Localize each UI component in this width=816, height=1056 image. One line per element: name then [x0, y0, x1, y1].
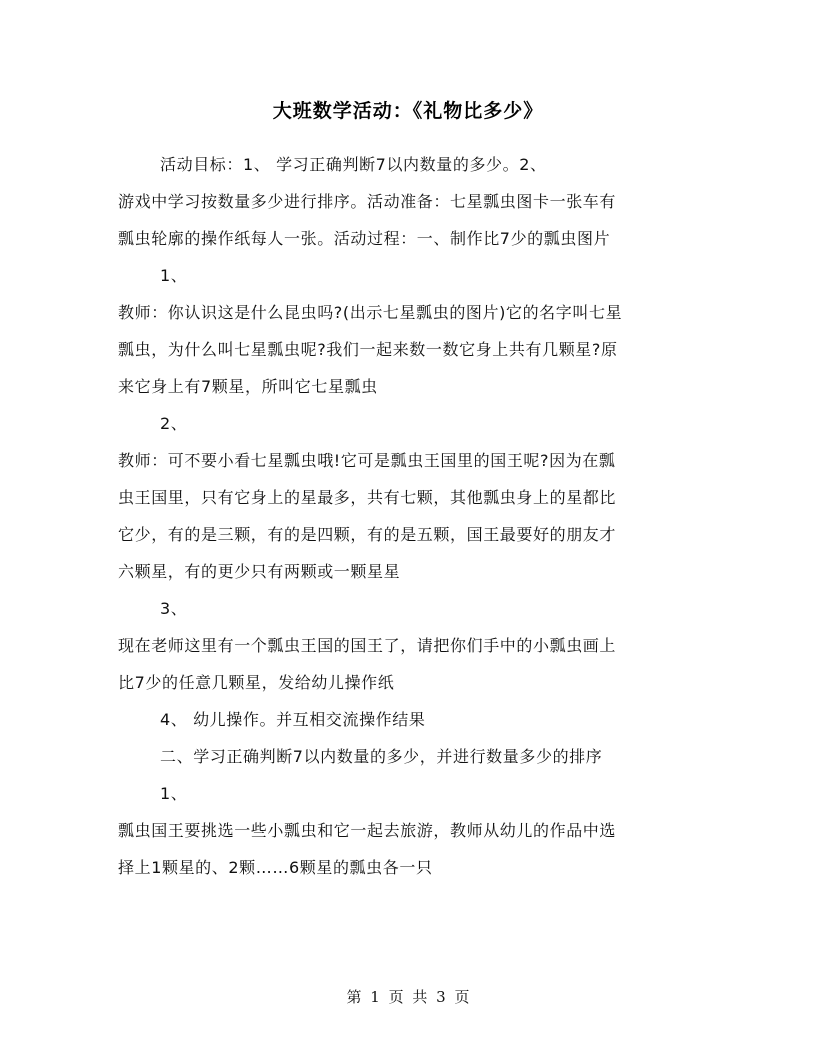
paragraph-line: 二、学习正确判断7以内数量的多少，并进行数量多少的排序 — [160, 747, 603, 766]
paragraph-line: 1、 — [160, 784, 188, 803]
paragraph-line: 3、 — [160, 599, 188, 618]
paragraph-line: 教师：可不要小看七星瓢虫哦!它可是瓢虫王国里的国王呢?因为在瓢 — [118, 451, 616, 470]
paragraph-line: 教师：你认识这是什么昆虫吗?(出示七星瓢虫的图片)它的名字叫七星 — [118, 303, 623, 322]
document-title: 大班数学活动：《礼物比多少》 — [272, 100, 544, 122]
paragraph-line: 现在老师这里有一个瓢虫王国的国王了，请把你们手中的小瓢虫画上 — [118, 636, 617, 655]
page-footer: 第 1 页 共 3 页 — [346, 988, 470, 1006]
paragraph-line: 2、 — [160, 414, 188, 433]
paragraph-line: 择上1颗星的、2颗……6颗星的瓢虫各一只 — [118, 858, 433, 877]
paragraph-line: 比7少的任意几颗星，发给幼儿操作纸 — [118, 673, 395, 692]
paragraph-line: 它少，有的是三颗，有的是四颗，有的是五颗，国王最要好的朋友才 — [118, 525, 617, 544]
paragraph-line: 游戏中学习按数量多少进行排序。活动准备：七星瓢虫图卡一张车有 — [118, 192, 617, 211]
paragraph-line: 瓢虫国王要挑选一些小瓢虫和它一起去旅游，教师从幼儿的作品中选 — [118, 821, 617, 840]
paragraph-line: 瓢虫轮廓的操作纸每人一张。活动过程：一、制作比7少的瓢虫图片 — [118, 229, 611, 248]
paragraph-line: 来它身上有7颗星，所叫它七星瓢虫 — [118, 377, 378, 396]
paragraph-line: 1、 — [160, 266, 188, 285]
paragraph-line: 活动目标：1、 学习正确判断7以内数量的多少。2、 — [160, 155, 547, 174]
paragraph-line: 虫王国里，只有它身上的星最多，共有七颗，其他瓢虫身上的星都比 — [118, 488, 617, 507]
paragraph-line: 4、 幼儿操作。并互相交流操作结果 — [160, 710, 426, 729]
paragraph-line: 六颗星，有的更少只有两颗或一颗星星 — [118, 562, 401, 581]
paragraph-line: 瓢虫，为什么叫七星瓢虫呢?我们一起来数一数它身上共有几颗星?原 — [118, 340, 618, 359]
